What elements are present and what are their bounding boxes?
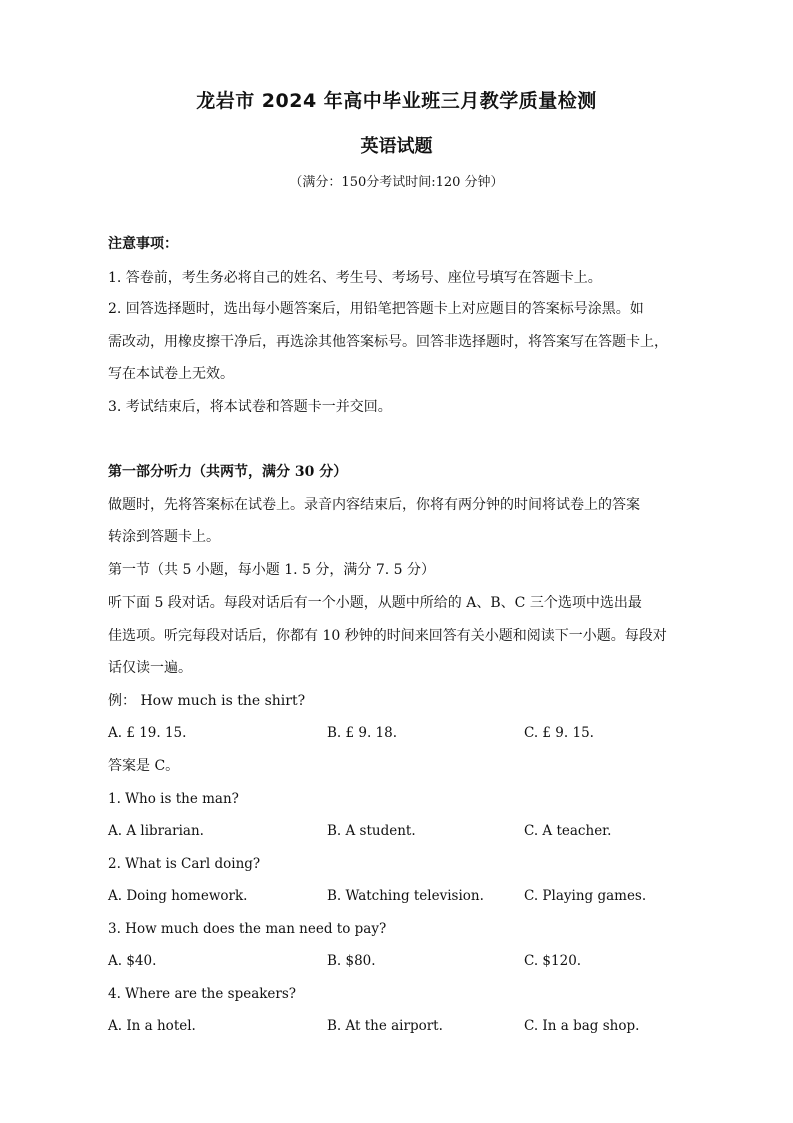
question-2-option-c: C. Playing games. (524, 888, 647, 904)
example-option-c: C. £ 9. 15. (524, 725, 594, 741)
part1-intro-line-2: 转涂到答题卡上。 (108, 529, 220, 545)
section1-instr-line-3: 话仅读一遍。 (108, 660, 192, 676)
section1-instr-line-1: 听下面 5 段对话。每段对话后有一个小题，从题中所给的 A、B、C 三个选项中选出最 (108, 595, 642, 611)
example-option-b: B. £ 9. 18. (327, 725, 398, 741)
question-4-option-a: A. In a hotel. (108, 1018, 196, 1034)
part1-heading: 第一部分听力（共两节，满分 30 分） (108, 464, 348, 480)
question-2: 2. What is Carl doing? (108, 856, 261, 872)
notice-heading: 注意事项： (108, 236, 178, 252)
question-3: 3. How much does the man need to pay? (108, 921, 387, 937)
question-1-option-a: A. A librarian. (108, 823, 204, 839)
part1-intro-line-1: 做题时，先将答案标在试卷上。录音内容结束后，你将有两分钟的时间将试卷上的答案 (108, 497, 640, 513)
question-1-option-c: C. A teacher. (524, 823, 612, 839)
notice-item-2-line-3: 写在本试卷上无效。 (108, 366, 234, 382)
question-4-option-b: B. At the airport. (327, 1018, 443, 1034)
notice-item-1: 1. 答卷前，考生务必将自己的姓名、考生号、考场号、座位号填写在答题卡上。 (108, 270, 602, 286)
question-3-option-b: B. $80. (327, 953, 376, 969)
exam-meta: （满分：150分考试时间:120 分钟） (289, 175, 504, 190)
question-2-option-a: A. Doing homework. (108, 888, 248, 904)
question-2-option-b: B. Watching television. (327, 888, 484, 904)
example-question: 例： How much is the shirt? (108, 693, 306, 709)
notice-item-2-line-1: 2. 回答选择题时，选出每小题答案后，用铅笔把答题卡上对应题目的答案标号涂黑。如 (108, 301, 644, 317)
question-3-option-c: C. $120. (524, 953, 582, 969)
question-1: 1. Who is the man? (108, 791, 239, 807)
section1-heading: 第一节（共 5 小题，每小题 1. 5 分，满分 7. 5 分） (108, 562, 436, 578)
example-answer: 答案是 C。 (108, 758, 180, 774)
notice-item-2-line-2: 需改动，用橡皮擦干净后，再选涂其他答案标号。回答非选择题时，将答案写在答题卡上， (108, 334, 668, 350)
exam-subject: 英语试题 (360, 136, 433, 157)
question-4: 4. Where are the speakers? (108, 986, 297, 1002)
section1-instr-line-2: 佳选项。听完每段对话后，你都有 10 秒钟的时间来回答有关小题和阅读下一小题。每段对 (108, 628, 667, 644)
example-option-a: A. £ 19. 15. (108, 725, 187, 741)
question-1-option-b: B. A student. (327, 823, 416, 839)
question-3-option-a: A. $40. (108, 953, 157, 969)
notice-item-3: 3. 考试结束后，将本试卷和答题卡一并交回。 (108, 399, 392, 415)
question-4-option-c: C. In a bag shop. (524, 1018, 640, 1034)
exam-title: 龙岩市 2024 年高中毕业班三月教学质量检测 (196, 90, 597, 112)
